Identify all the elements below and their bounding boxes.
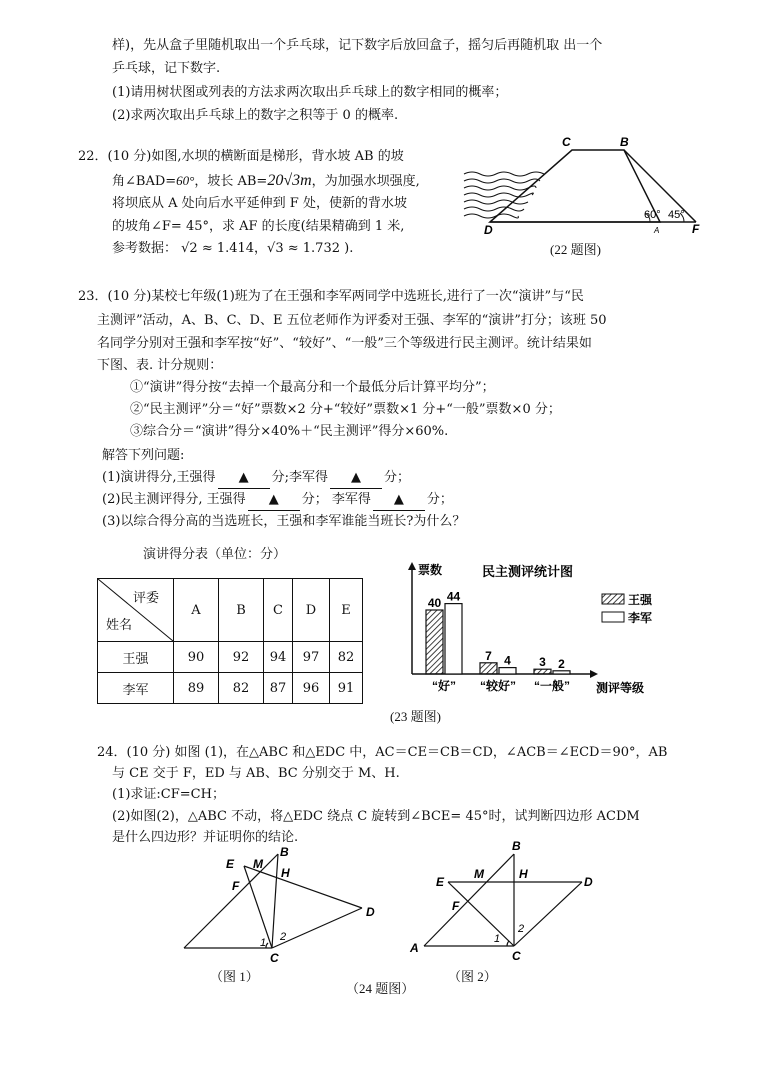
table-cell: 82 [219, 673, 264, 704]
x-tick-label: “较好” [479, 679, 517, 693]
table-cell: 92 [219, 642, 264, 673]
a1-prefix: (1)演讲得分,王强得 [102, 470, 216, 485]
q24-sub3: 是什么四边形？并证明你的结论. [112, 830, 299, 845]
fig2-B: B [512, 839, 521, 853]
q23-rule2: ②“民主测评”分＝“好”票数×2 分+“较好”票数×1 分+“一般”票数×0 分； [130, 402, 561, 417]
a2-middle: 分； 李军得 [301, 492, 371, 507]
legend-swatch-wang [602, 594, 624, 604]
table-cell: 96 [293, 673, 330, 704]
label-C: C [562, 136, 571, 149]
q23-line4: 下图、表. 计分规则： [97, 358, 223, 373]
table-cell: 97 [293, 642, 330, 673]
fig1-F: F [232, 879, 240, 893]
table-cell: 82 [330, 642, 363, 673]
a2-prefix: (2)民主测评得分, 王强得 [102, 492, 246, 507]
table-corner-cell [98, 579, 174, 642]
fig2-F: F [452, 899, 460, 913]
q24-line1: 24．(10 分) 如图 (1)，在△ABC 和△EDC 中，AC＝CE＝CB＝CD，∠ACB＝∠ECD＝90°，AB [97, 745, 668, 760]
q21-sub1: (1)请用树状图或列表的方法求两次取出乒乓球上的数字相同的概率； [112, 85, 508, 100]
table-header-cell: E [330, 579, 363, 642]
q21-line1: 样)，先从盒子里随机取出一个乒乓球，记下数字后放回盒子，摇匀后再随机取 出一个 [112, 38, 603, 53]
corner-judges: 评委 [132, 591, 159, 606]
q23-a1 [102, 468, 410, 489]
q23-line1: 23．(10 分)某校七年级(1)班为了在王强和李军两同学中选班长,进行了一次“演讲”与“民 [78, 289, 584, 304]
label-B: B [620, 136, 629, 149]
legend-label-li: 李军 [628, 611, 653, 625]
fig1-C: C [270, 951, 279, 965]
x-tick-label: “一般” [533, 679, 571, 693]
q22-line4: 的坡角∠F= 45°，求 AF 的长度(结果精确到 1 米, [112, 219, 405, 234]
fig1-H: H [281, 866, 290, 880]
table-row [98, 673, 363, 704]
fig1-angle1: 1 [260, 937, 267, 949]
table-header-cell: D [293, 579, 330, 642]
legend [602, 592, 653, 625]
a1-blank-li[interactable]: ▲ [330, 468, 382, 489]
x-axis-arrow [590, 670, 598, 678]
fig1-M: M [253, 857, 263, 871]
q22-caption: (22 题图) [550, 242, 601, 257]
fig1-E: E [226, 857, 235, 871]
legend-label-wang: 王强 [628, 593, 653, 607]
chart-title: 民主测评统计图 [482, 564, 574, 579]
q22-angle: 60° [176, 173, 195, 188]
q24-sub2: (2)如图(2)，△ABC 不动，将△EDC 绕点 C 旋转到∠BCE= 45°时，试判断四边形 ACDM [112, 809, 640, 824]
table-header-row [98, 579, 363, 642]
fig1-D: D [366, 905, 375, 919]
fig2-M: M [474, 867, 484, 881]
label-A: A [654, 226, 660, 235]
table-header-cell: B [219, 579, 264, 642]
q23-a3: (3)以综合得分高的当选班长，王强和李军谁能当班长?为什么？ [102, 514, 466, 529]
fig2-A: A [410, 941, 419, 955]
q24-sub1: (1)求证:CF=CH； [112, 787, 225, 802]
vote-bar-chart [396, 560, 664, 698]
q24-figure-2 [406, 838, 606, 966]
q22-line2-text-b: ，坡长 AB= [194, 174, 268, 189]
q22-line3: 将坝底从 A 处向后水平延伸到 F 处，使新的背水坡 [112, 196, 407, 211]
y-axis-label: 票数 [418, 563, 443, 577]
q21-sub2: (2)求两次取出乒乓球上的数字之积等于 0 的概率. [112, 108, 399, 123]
water-waves [464, 172, 544, 218]
a1-suffix: 分； [383, 470, 410, 485]
legend-swatch-li [602, 612, 624, 622]
x-axis-label: 测评等级 [596, 681, 645, 695]
q24-fig1-caption: （图 1） [210, 969, 259, 984]
a2-suffix: 分； [426, 492, 453, 507]
q23-rule3: ③综合分＝“演讲”得分×40%＋“民主测评”得分×60%. [130, 424, 449, 439]
q22-line2-text: 角∠BAD= [112, 174, 177, 189]
fig2-angle2: 2 [518, 923, 525, 935]
q22-dam-figure [462, 136, 712, 236]
score-table-title: 演讲得分表（单位：分） [143, 547, 287, 562]
angle-45: 45° [668, 209, 685, 221]
fig2-C: C [512, 949, 521, 963]
q22-line2 [112, 171, 420, 192]
bar-value-label: 4 [504, 653, 511, 668]
table-cell-name: 王强 [98, 642, 174, 673]
fig1-B: B [280, 846, 289, 859]
a1-blank-wang[interactable]: ▲ [218, 468, 270, 489]
bar-value-label: 7 [485, 648, 492, 663]
q22-line2-text-c: ，为加强水坝强度, [311, 174, 420, 189]
q22-line1: 22．(10 分)如图,水坝的横断面是梯形，背水坡 AB 的坡 [78, 149, 404, 164]
q22-line5: 参考数据： √2 ≈ 1.414，√3 ≈ 1.732 ). [112, 241, 354, 256]
q23-rule1: ①“演讲”得分按“去掉一个最高分和一个最低分后计算平均分”； [130, 380, 495, 395]
fig1-angle2: 2 [280, 931, 287, 943]
table-cell-name: 李军 [98, 673, 174, 704]
fig2-angle1: 1 [494, 933, 501, 945]
bar-wang-1 [480, 663, 497, 674]
x-tick-label: “好” [431, 679, 457, 693]
bar-wang-0 [426, 610, 443, 674]
a2-blank-wang[interactable]: ▲ [248, 490, 300, 511]
q23-line3: 名同学分别对王强和李军按“好”、“较好”、“一般”三个等级进行民主测评。统计结果如 [97, 336, 592, 351]
table-cell: 91 [330, 673, 363, 704]
q24-line2: 与 CE 交于 F，ED 与 AB、BC 分别交于 M、H. [112, 766, 400, 781]
q24-figure-1 [176, 846, 386, 966]
q24-caption: （24 题图） [346, 981, 415, 996]
bar-li-0 [445, 604, 462, 674]
y-axis-arrow [408, 562, 416, 570]
q24-fig2-caption: （图 2） [448, 969, 497, 984]
a2-blank-li[interactable]: ▲ [373, 490, 425, 511]
table-cell: 89 [174, 673, 219, 704]
label-F: F [692, 222, 700, 236]
fig2-E: E [436, 875, 445, 889]
bar-value-label: 44 [446, 589, 461, 604]
q21-line2: 乒乓球，记下数字. [112, 61, 221, 76]
table-cell: 94 [264, 642, 293, 673]
fig2-D: D [584, 875, 593, 889]
label-D: D [484, 223, 493, 236]
angle-60: 60° [644, 209, 661, 221]
bar-value-label: 40 [427, 596, 442, 610]
q23-answer-header: 解答下列问题: [102, 448, 185, 463]
score-table [97, 578, 363, 704]
bar-value-label: 2 [558, 656, 565, 671]
q23-line2: 主测评”活动，A、B、C、D、E 五位老师作为评委对王强、李军的“演讲”打分；该班 50 [97, 313, 607, 328]
bar-value-label: 3 [539, 655, 546, 670]
table-header-cell: C [264, 579, 293, 642]
corner-names: 姓名 [106, 618, 133, 633]
bars-group [426, 590, 570, 693]
bar-li-1 [499, 668, 516, 674]
q23-caption: (23 题图) [390, 709, 441, 724]
bar-li-2 [553, 671, 570, 674]
fig2-H: H [519, 867, 528, 881]
table-cell: 90 [174, 642, 219, 673]
table-row [98, 642, 363, 673]
q22-length: 20√3m [267, 172, 312, 189]
q23-a2 [102, 490, 453, 511]
a1-middle: 分;李军得 [271, 470, 328, 485]
bar-wang-2 [534, 669, 551, 674]
table-cell: 87 [264, 673, 293, 704]
table-header-cell: A [174, 579, 219, 642]
